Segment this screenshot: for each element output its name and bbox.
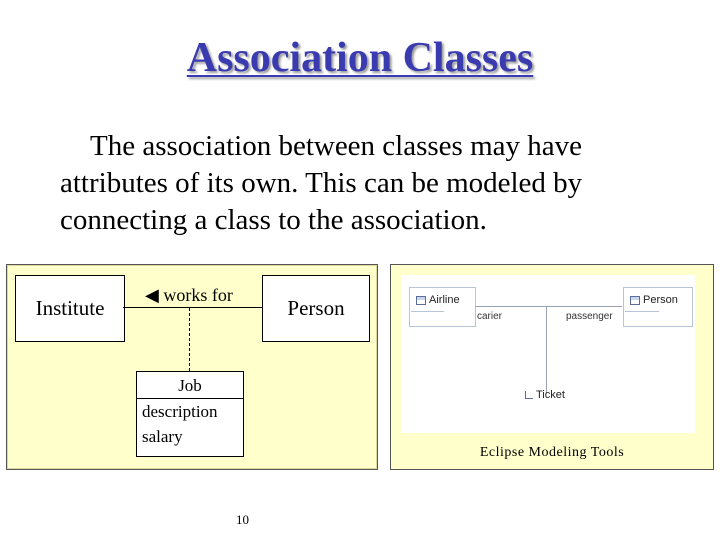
eclipse-association-class-connector [546, 306, 547, 394]
page-number: 10 [236, 512, 249, 527]
ticket-association-class [525, 389, 565, 401]
association-label: ◀ works for [145, 285, 233, 305]
institute-class-name: Institute [35, 296, 105, 320]
class-icon [416, 296, 426, 305]
slide-title: Association Classes [186, 35, 534, 81]
eclipse-caption: Eclipse Modeling Tools [479, 445, 625, 460]
job-class-name: Job [137, 372, 243, 399]
body-line-3: connecting a class to the association. [60, 204, 487, 236]
body-line-1: The association between classes may have [90, 130, 583, 162]
class-compartment-divider [411, 311, 444, 312]
uml-diagram-panel [6, 264, 378, 470]
slide-body-text [60, 128, 670, 239]
eclipse-screenshot [401, 275, 695, 433]
association-line [123, 307, 262, 308]
eclipse-person-class-box [623, 287, 693, 327]
job-association-class-box [136, 371, 244, 457]
person-class-name: Person [287, 296, 345, 320]
job-attribute: salary [142, 427, 183, 446]
institute-class-box [15, 275, 125, 342]
person-class-box [262, 275, 370, 342]
eclipse-diagram-panel [390, 264, 714, 470]
carrier-role-label: carier [477, 311, 503, 322]
eclipse-association-line [475, 306, 622, 307]
class-compartment-divider [625, 311, 659, 312]
association-class-icon [525, 391, 533, 399]
airline-class-name: Airline [429, 294, 460, 306]
association-class-dashed-connector [189, 308, 190, 371]
eclipse-person-class-name: Person [643, 294, 678, 306]
class-icon [630, 296, 640, 305]
airline-class-box [409, 287, 476, 327]
ticket-class-name: Ticket [536, 389, 565, 401]
job-attribute: description [142, 402, 218, 421]
passenger-role-label: passenger [566, 311, 613, 322]
body-line-2: attributes of its own. This can be modeled by [60, 167, 583, 199]
